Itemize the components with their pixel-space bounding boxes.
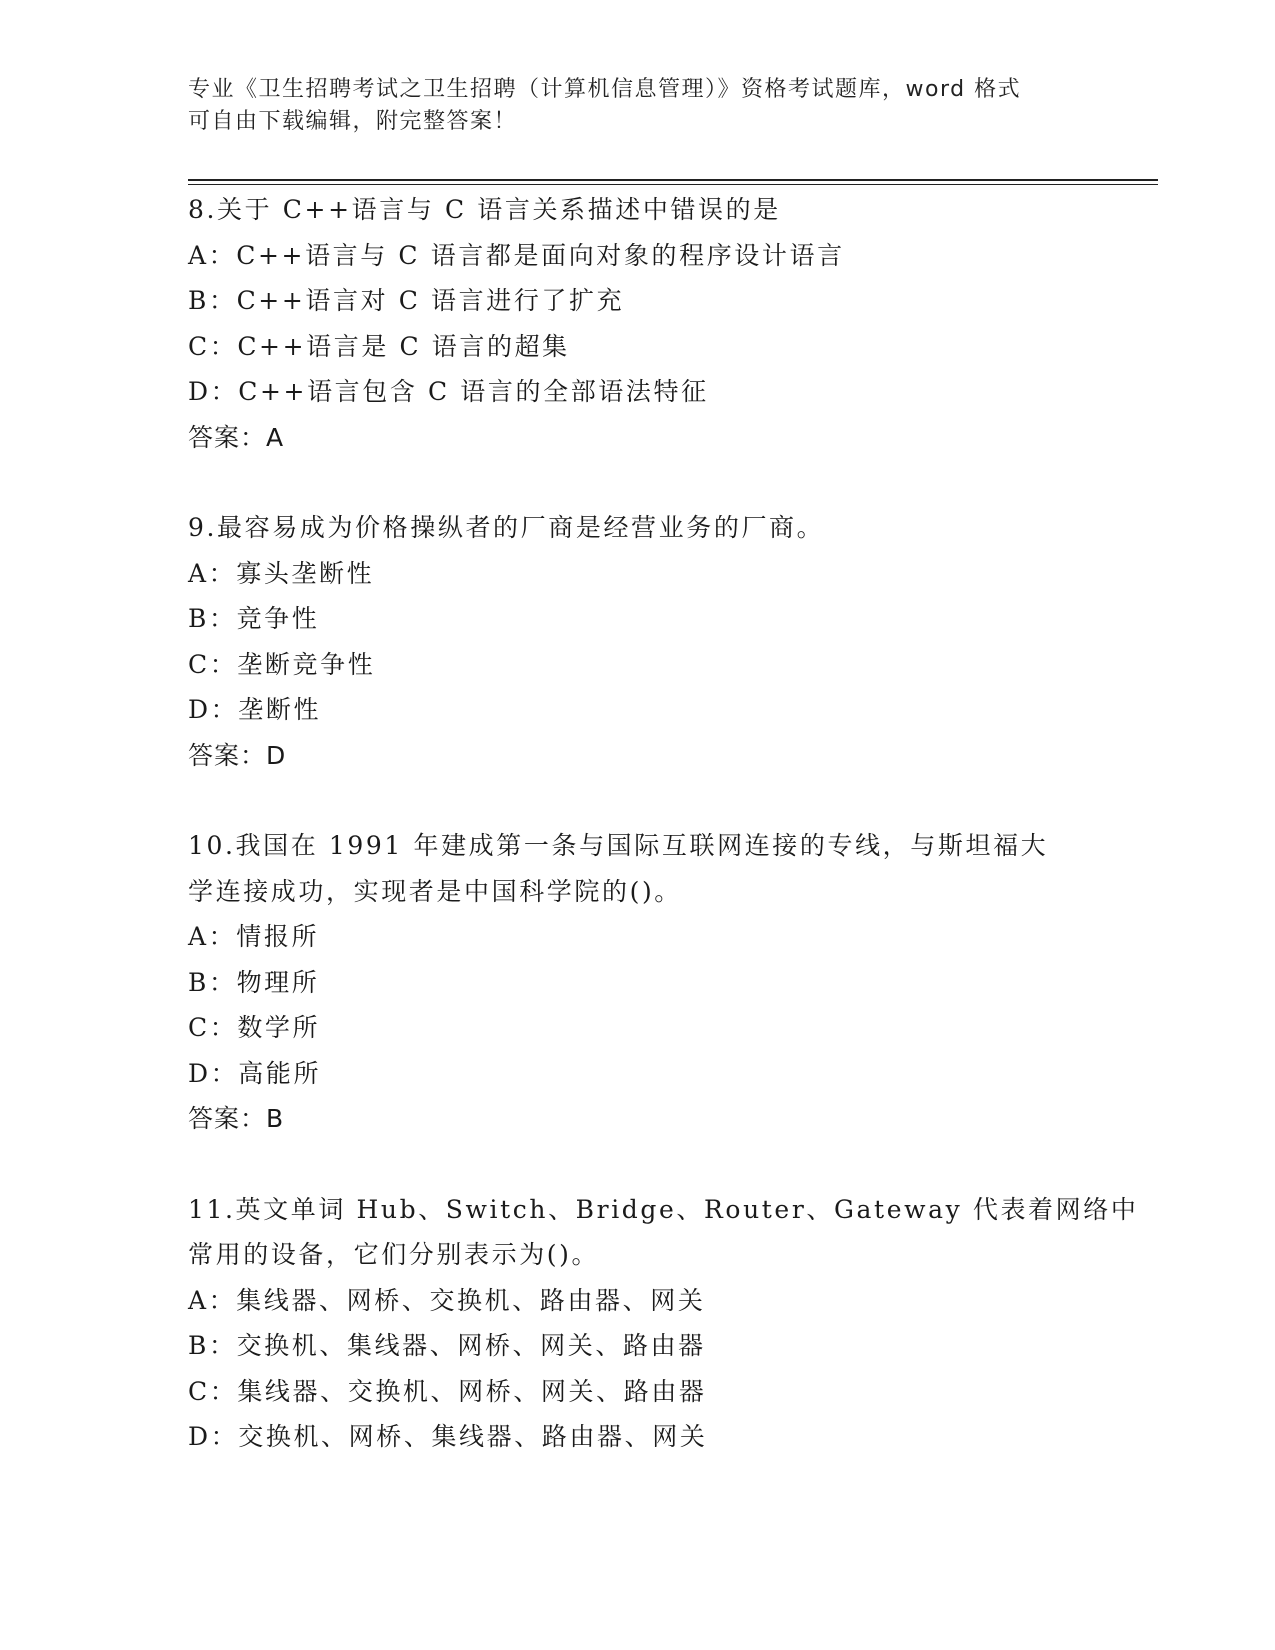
answer-text: 答案：D xyxy=(188,740,287,770)
header-line-1: 专业《卫生招聘考试之卫生招聘（计算机信息管理）》资格考试题库，word 格式 xyxy=(188,77,1022,102)
option-b: B：竞争性 xyxy=(188,604,320,633)
question-block xyxy=(188,505,1148,778)
option-c: C：数学所 xyxy=(188,1013,321,1042)
option-b: B：C++语言对 C 语言进行了扩充 xyxy=(188,286,625,315)
option-c: C：集线器、交换机、网桥、网关、路由器 xyxy=(188,1376,707,1406)
option-a: A：C++语言与 C 语言都是面向对象的程序设计语言 xyxy=(188,240,845,270)
question-spacer xyxy=(188,460,1148,505)
option-d: D：垄断性 xyxy=(188,695,322,724)
header-rule-thin xyxy=(188,184,1158,185)
question-text: 8.关于 C++语言与 C 语言关系描述中错误的是 xyxy=(188,195,781,224)
answer-text: 答案：A xyxy=(188,422,285,452)
question-text: 9.最容易成为价格操纵者的厂商是经营业务的厂商。 xyxy=(188,513,825,542)
question-text-line-2: 常用的设备，它们分别表示为()。 xyxy=(188,1240,600,1269)
question-text-line-2: 学连接成功，实现者是中国科学院的()。 xyxy=(188,876,682,906)
option-a: A：寡头垄断性 xyxy=(188,558,375,588)
question-list xyxy=(188,187,1148,1460)
option-d: D：C++语言包含 C 语言的全部语法特征 xyxy=(188,377,709,406)
option-a: A：情报所 xyxy=(188,922,320,951)
option-c: C：C++语言是 C 语言的超集 xyxy=(188,331,570,361)
header-line-2: 可自由下载编辑，附完整答案！ xyxy=(188,109,518,134)
question-block xyxy=(188,823,1148,1142)
question-text-line-1: 10.我国在 1991 年建成第一条与国际互联网连接的专线，与斯坦福大 xyxy=(188,831,1049,860)
option-b: B：物理所 xyxy=(188,967,320,997)
option-a: A：集线器、网桥、交换机、路由器、网关 xyxy=(188,1285,706,1315)
option-d: D：交换机、网桥、集线器、路由器、网关 xyxy=(188,1422,708,1451)
question-spacer xyxy=(188,778,1148,823)
answer-text: 答案：B xyxy=(188,1104,285,1133)
question-block xyxy=(188,1187,1148,1460)
question-spacer xyxy=(188,1142,1148,1187)
header-rule-thick xyxy=(188,179,1158,181)
option-b: B：交换机、集线器、网桥、网关、路由器 xyxy=(188,1331,706,1360)
question-block xyxy=(188,187,1148,460)
option-c: C：垄断竞争性 xyxy=(188,649,376,679)
question-text-line-1: 11.英文单词 Hub、Switch、Bridge、Router、Gateway 代表着网络中 xyxy=(188,1194,1139,1224)
document-header xyxy=(188,74,1088,138)
option-d: D：高能所 xyxy=(188,1058,322,1088)
